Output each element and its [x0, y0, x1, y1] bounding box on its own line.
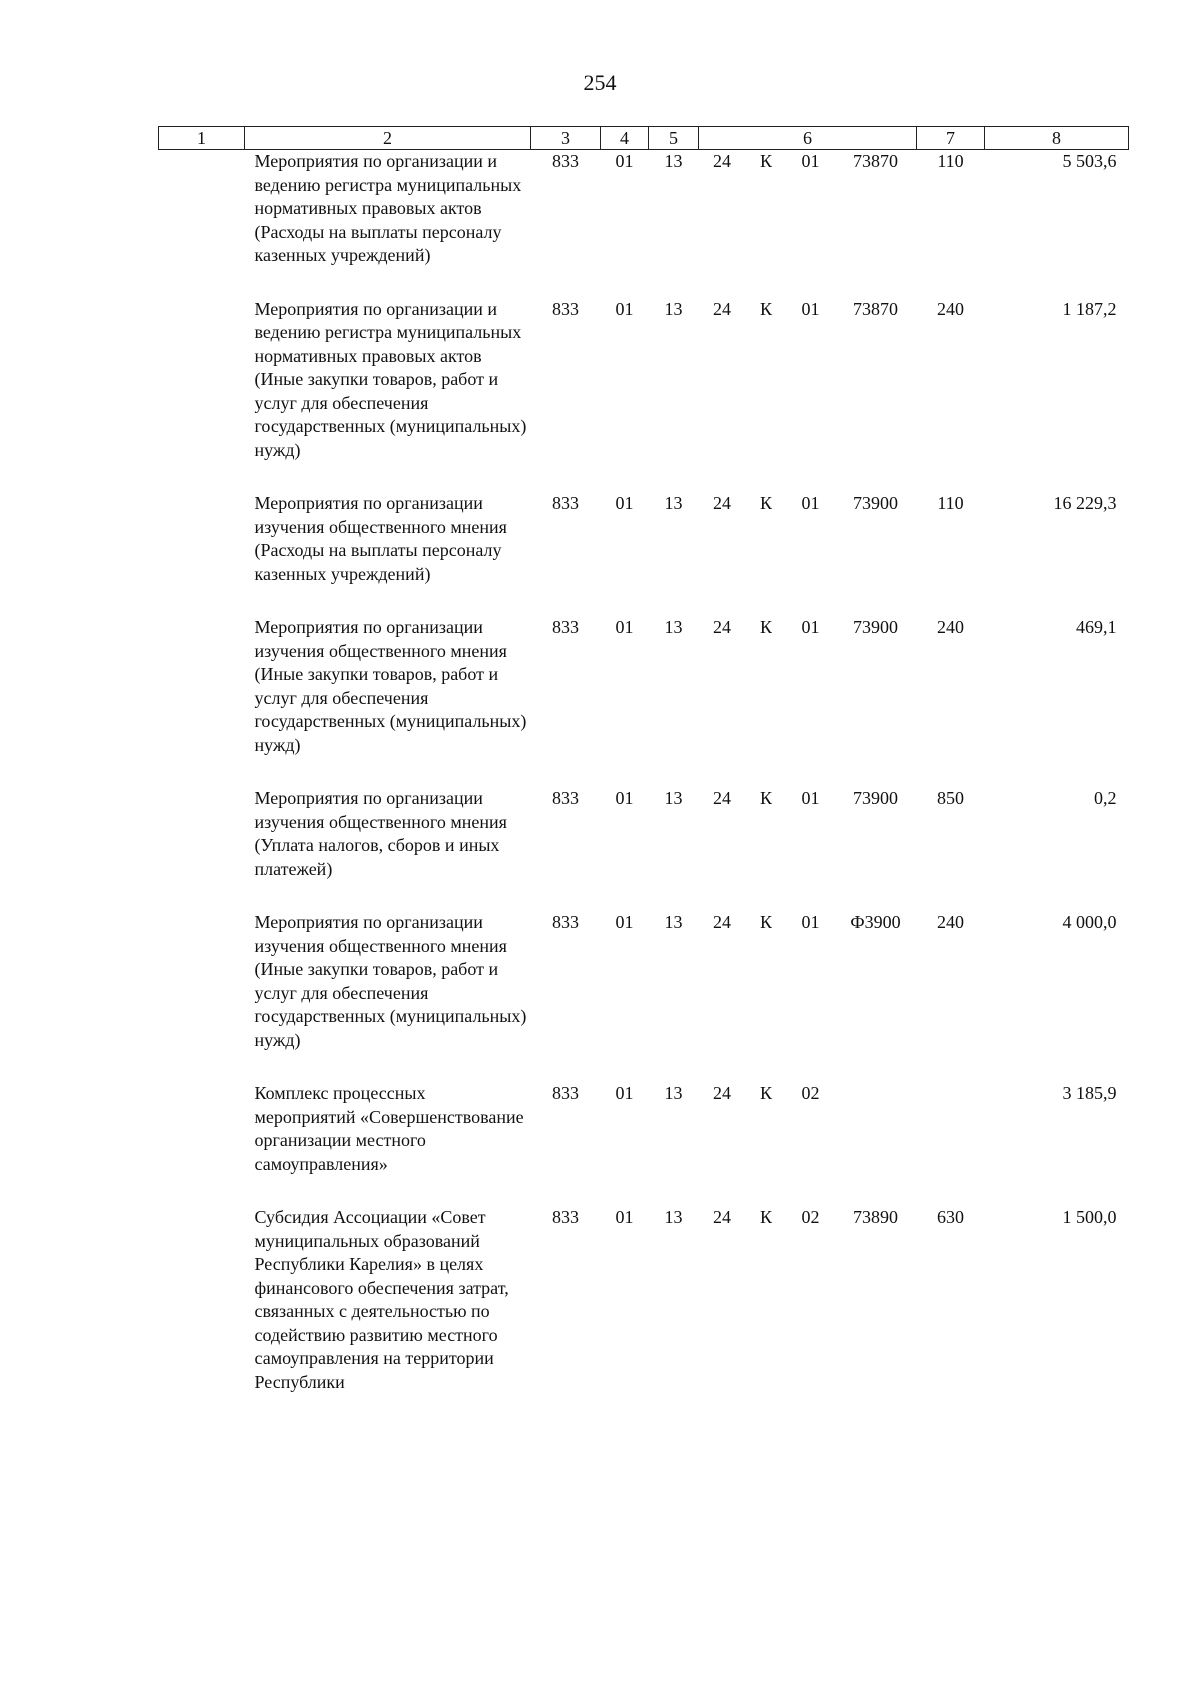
- row-code-5: 13: [664, 788, 683, 808]
- row-code-6-program: 24: [713, 788, 731, 808]
- row-code-3: 833: [552, 788, 579, 808]
- row-code-5: 13: [664, 617, 683, 637]
- row-code-6-program: 24: [713, 912, 731, 932]
- row-code-6-type: К: [759, 912, 772, 932]
- table-body: [159, 150, 1129, 1425]
- row-code-3: 833: [552, 493, 579, 513]
- row-code-7: [917, 1082, 985, 1206]
- row-code-6-direction: 73900: [853, 493, 898, 513]
- header-row: [159, 127, 1129, 150]
- row-code-7: 630: [937, 1207, 964, 1227]
- row-code-3: 833: [552, 1207, 579, 1227]
- col-header-3: 3: [531, 127, 601, 150]
- row-code-4: 01: [615, 1083, 634, 1103]
- row-code-6-type: К: [759, 151, 772, 171]
- row-code-4: 01: [615, 788, 634, 808]
- row-code-7: 240: [937, 912, 964, 932]
- row-code-6-type: К: [759, 1207, 772, 1227]
- row-code-4: 01: [615, 493, 634, 513]
- row-col-1: [159, 1206, 245, 1424]
- row-code-6-program: 24: [713, 1083, 731, 1103]
- row-code-6-direction: 73900: [853, 788, 898, 808]
- row-amount: 4 000,0: [1062, 912, 1117, 932]
- row-code-6-direction: Ф3900: [850, 912, 901, 932]
- row-code-4: 01: [615, 617, 634, 637]
- row-description: Мероприятия по организации изучения общественного мнения (Иные закупки товаров, работ и услуг для обеспечения государственных (муниципальных) нужд): [254, 912, 527, 1050]
- row-code-4: 01: [615, 1207, 634, 1227]
- table-row: [159, 1082, 1129, 1206]
- row-code-4: 01: [615, 298, 634, 319]
- row-amount: 3 185,9: [1062, 1083, 1117, 1103]
- row-amount: 5 503,6: [1062, 151, 1117, 171]
- row-col-1: [159, 298, 245, 493]
- row-code-6-complex: 02: [801, 1083, 820, 1103]
- col-header-8: 8: [985, 127, 1129, 150]
- row-code-6-complex: 02: [801, 1207, 820, 1227]
- row-amount: 1 500,0: [1062, 1207, 1117, 1227]
- row-col-1: [159, 787, 245, 911]
- row-code-3: 833: [552, 1083, 579, 1103]
- table-row: [159, 492, 1129, 616]
- row-code-7: 110: [937, 151, 964, 171]
- row-code-6-complex: 01: [801, 912, 820, 932]
- row-code-6-program: 24: [713, 617, 731, 637]
- row-code-6-program: 24: [713, 151, 731, 171]
- row-description: Мероприятия по организации изучения общественного мнения (Иные закупки товаров, работ и услуг для обеспечения государственных (муниципальных) нужд): [254, 617, 527, 755]
- row-code-7: 850: [937, 788, 964, 808]
- row-description: Мероприятия по организации и ведению регистра муниципальных нормативных правовых актов (Расходы на выплаты персоналу казенных учреждений): [254, 151, 522, 265]
- row-code-3: 833: [552, 912, 579, 932]
- row-code-6-direction: 73890: [853, 1207, 898, 1227]
- row-code-6-complex: 01: [801, 617, 820, 637]
- row-code-5: 13: [664, 912, 683, 932]
- row-code-7: 240: [937, 617, 964, 637]
- col-header-7: 7: [917, 127, 985, 150]
- col-header-1: 1: [159, 127, 245, 150]
- row-code-6-complex: 01: [801, 493, 820, 513]
- row-description: Мероприятия по организации изучения общественного мнения (Уплата налогов, сборов и иных платежей): [254, 788, 507, 879]
- row-code-4: 01: [615, 151, 634, 171]
- row-col-1: [159, 1082, 245, 1206]
- table-row: [159, 787, 1129, 911]
- row-description: Мероприятия по организации и ведению регистра муниципальных нормативных правовых актов (Иные закупки товаров, работ и услуг для обеспечения государственных (муниципальных) нужд): [254, 298, 527, 460]
- row-code-6-program: 24: [713, 493, 731, 513]
- table-row: [159, 616, 1129, 787]
- row-code-6-type: К: [759, 493, 772, 513]
- row-col-1: [159, 911, 245, 1082]
- row-code-4: 01: [615, 912, 634, 932]
- page-number: 254: [583, 70, 617, 95]
- table-row: [159, 150, 1129, 298]
- row-code-5: 13: [664, 493, 683, 513]
- row-code-6-direction: 73870: [853, 298, 898, 319]
- table-row: [159, 298, 1129, 493]
- row-code-6-type: К: [759, 298, 772, 319]
- row-code-5: 13: [664, 151, 683, 171]
- col-header-6: 6: [699, 127, 917, 150]
- row-amount: 16 229,3: [1053, 493, 1117, 513]
- row-code-3: 833: [552, 298, 579, 319]
- row-code-6-program: 24: [713, 1207, 731, 1227]
- row-col-1: [159, 492, 245, 616]
- row-code-5: 13: [664, 1083, 683, 1103]
- row-amount: 1 187,2: [1062, 298, 1117, 319]
- row-description: Комплекс процессных мероприятий «Совершенствование организации местного самоуправления»: [254, 1083, 524, 1174]
- budget-table: [158, 126, 1129, 1424]
- row-code-5: 13: [664, 1207, 683, 1227]
- row-code-6-complex: 01: [801, 788, 820, 808]
- row-description: Субсидия Ассоциации «Совет муниципальных образований Республики Карелия» в целях финансового обеспечения затрат, связанных с деятельностью по содействию развитию местного самоуправления на территории Республики: [254, 1207, 509, 1392]
- col-header-2: 2: [245, 127, 531, 150]
- row-amount: 469,1: [1076, 617, 1117, 637]
- row-code-6-type: К: [759, 788, 772, 808]
- row-col-1: [159, 616, 245, 787]
- row-code-3: 833: [552, 151, 579, 171]
- row-code-7: 110: [937, 493, 964, 513]
- row-amount: 0,2: [1094, 788, 1117, 808]
- row-code-7: 240: [937, 298, 964, 319]
- row-code-6-complex: 01: [801, 151, 820, 171]
- row-code-6-complex: 01: [801, 298, 820, 319]
- table-row: [159, 1206, 1129, 1424]
- row-code-5: 13: [664, 298, 683, 319]
- row-code-6-direction: 73900: [853, 617, 898, 637]
- row-code-6-direction: 73870: [853, 151, 898, 171]
- row-code-6-type: К: [759, 617, 772, 637]
- row-col-1: [159, 150, 245, 298]
- row-code-3: 833: [552, 617, 579, 637]
- col-header-4: 4: [601, 127, 649, 150]
- col-header-5: 5: [649, 127, 699, 150]
- row-code-6-direction: [835, 1082, 917, 1206]
- row-description: Мероприятия по организации изучения общественного мнения (Расходы на выплаты персоналу казенных учреждений): [254, 493, 507, 584]
- row-code-6-program: 24: [713, 298, 731, 319]
- row-code-6-type: К: [759, 1083, 772, 1103]
- table-row: [159, 911, 1129, 1082]
